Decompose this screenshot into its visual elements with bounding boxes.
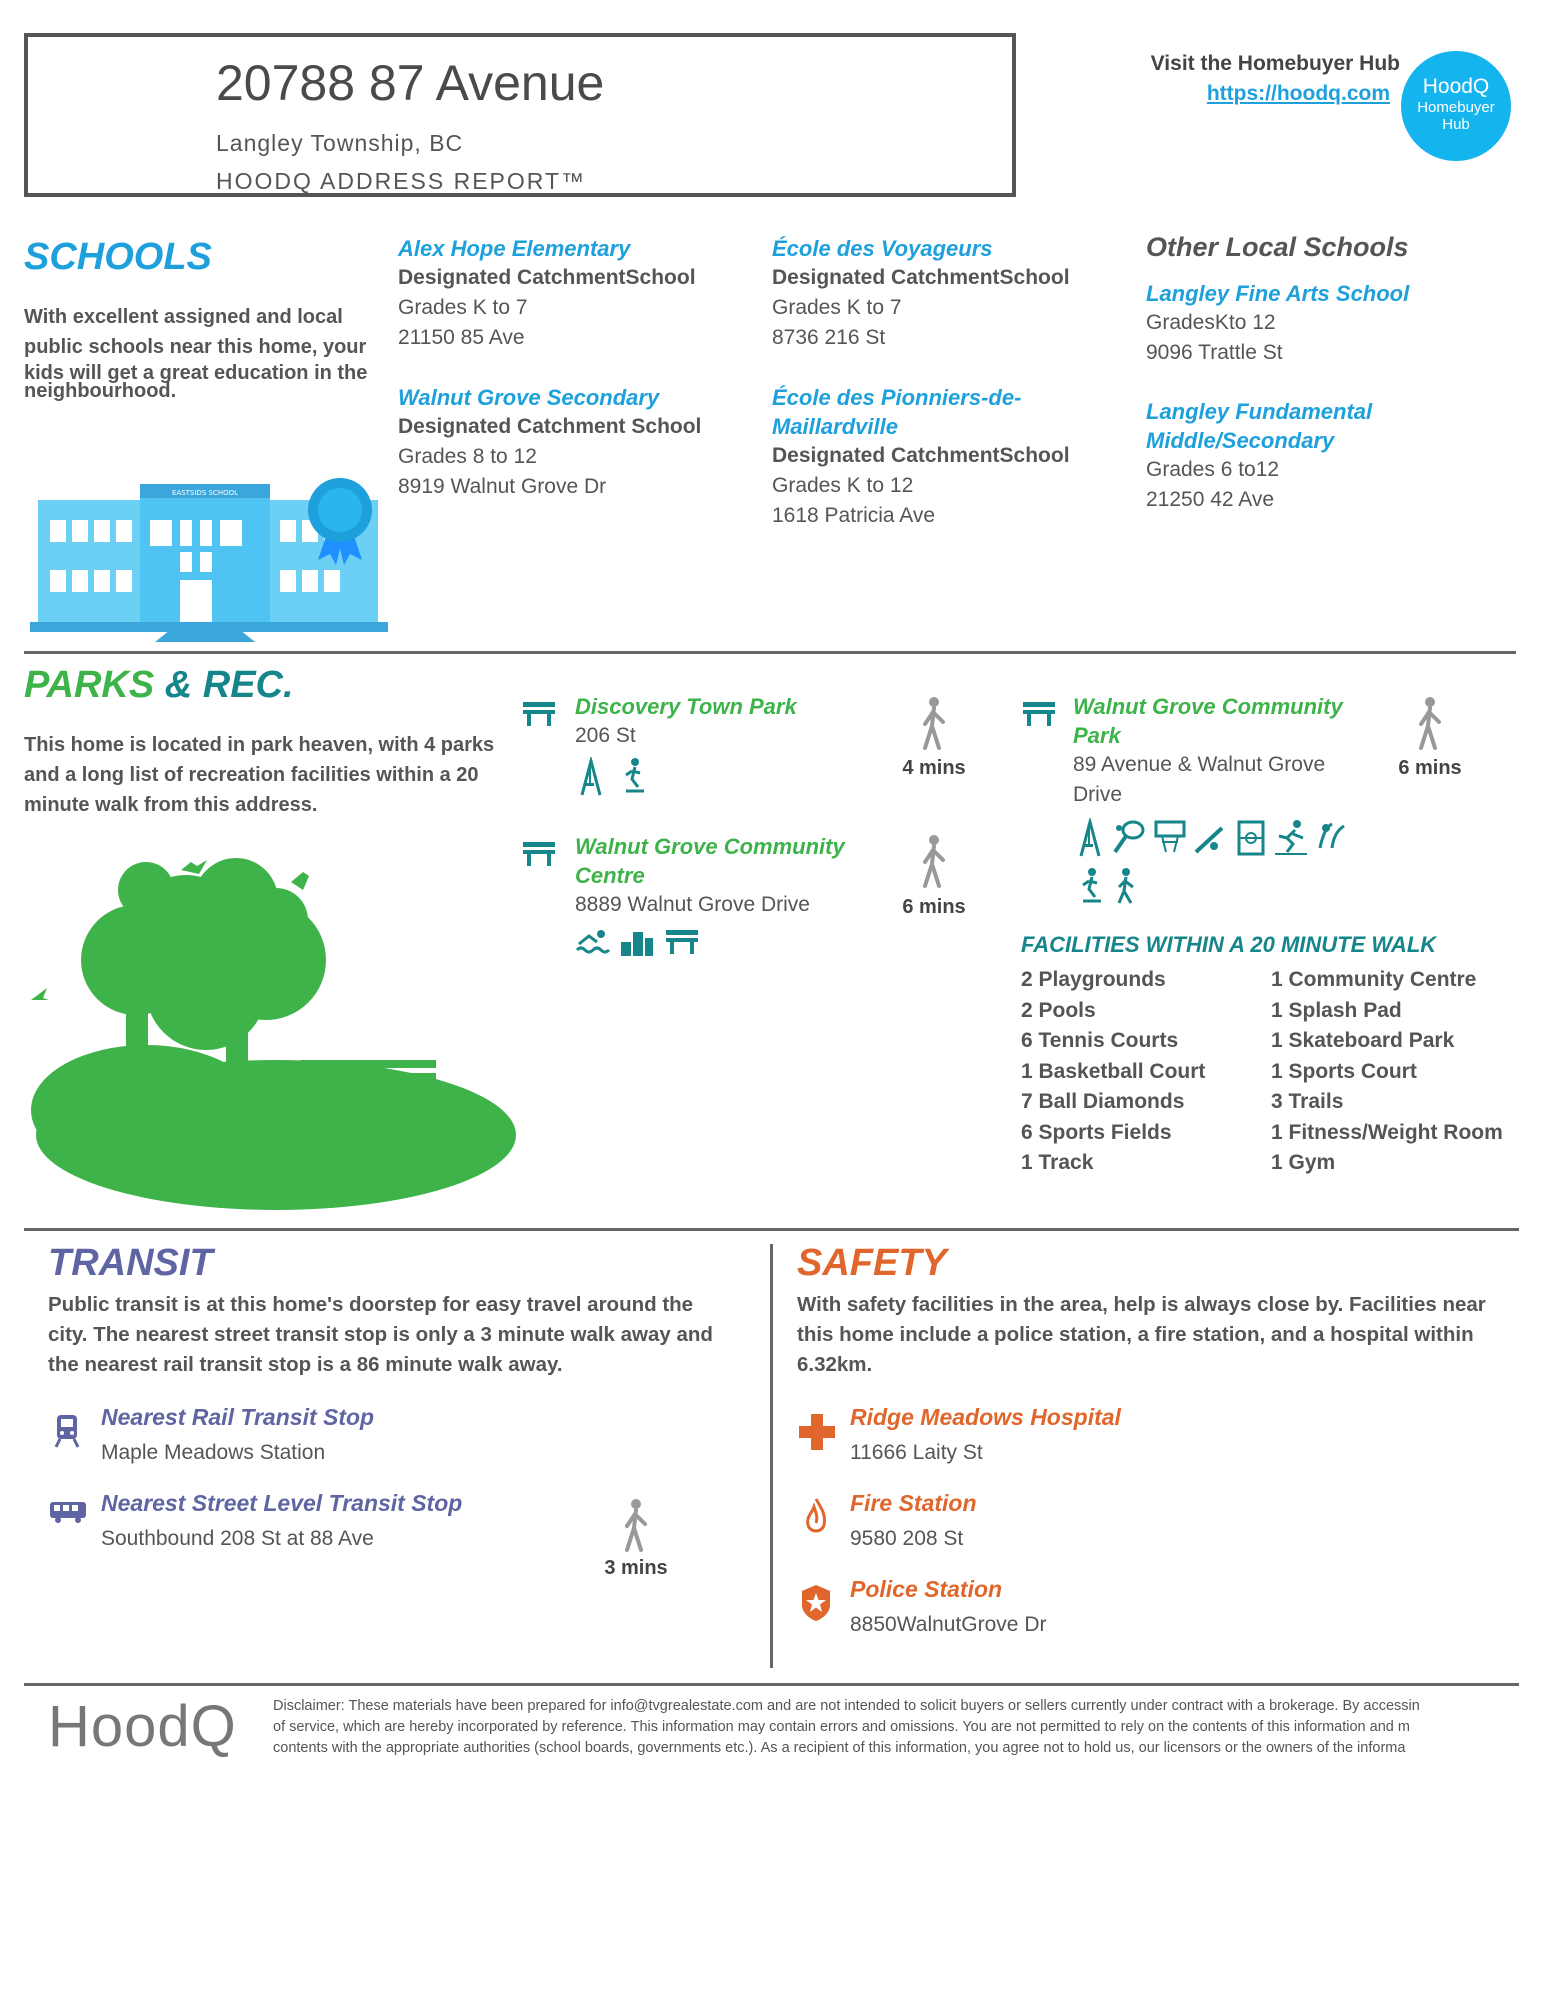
disclaimer-line: contents with the appropriate authorities (school boards, governments etc.). As a recipient of this information, you agree not to hold us, our licensors or the owners of the informa bbox=[273, 1740, 1406, 1756]
transit-intro-line: city. The nearest street transit stop is only a 3 minute walk away and bbox=[48, 1323, 713, 1346]
safety-card[interactable] bbox=[850, 1576, 1310, 1637]
walk-time: 3 mins bbox=[604, 1557, 668, 1579]
school-card[interactable] bbox=[1146, 279, 1506, 368]
walking-person-icon bbox=[619, 1498, 653, 1554]
school-card[interactable] bbox=[1146, 397, 1506, 515]
ball-diamond-icon bbox=[1192, 818, 1228, 858]
hub-link[interactable]: https://hoodq.com bbox=[1206, 82, 1390, 105]
school-address: 9096 Trattle St bbox=[1146, 341, 1283, 364]
school-name[interactable]: Langley Fundamental bbox=[1146, 399, 1373, 424]
disclaimer-line: of service, which are hereby incorporated by reference. This information may contain errors and omissions. You are not permitted to rely on the contents of this information and m bbox=[273, 1719, 1410, 1735]
rail-transit-card[interactable] bbox=[101, 1404, 701, 1465]
facilities-title: FACILITIES WITHIN A 20 MINUTE WALK bbox=[1021, 932, 1437, 957]
park-amenity-icons bbox=[1077, 818, 1397, 912]
section-divider bbox=[24, 1683, 1519, 1686]
park-name[interactable]: Walnut Grove Community bbox=[575, 834, 845, 859]
section-divider bbox=[24, 1228, 1519, 1231]
hospital-icon bbox=[797, 1412, 837, 1452]
park-name[interactable]: Centre bbox=[575, 863, 645, 888]
badge-line-1: HoodQ bbox=[1422, 75, 1490, 98]
parks-title bbox=[24, 664, 294, 707]
park-card[interactable] bbox=[575, 692, 905, 751]
park-address: 206 St bbox=[575, 724, 636, 747]
report-label: HOODQ ADDRESS REPORT™ bbox=[216, 168, 587, 194]
school-sign: EASTSIDS SCHOOL bbox=[171, 489, 239, 497]
parks-intro bbox=[24, 730, 544, 820]
park-amenity-icons bbox=[575, 928, 700, 963]
facility-item: 7 Ball Diamonds bbox=[1021, 1090, 1185, 1113]
facility-item: 1 Sports Court bbox=[1271, 1059, 1417, 1083]
police-badge-icon bbox=[800, 1583, 832, 1623]
park-name[interactable]: Park bbox=[1073, 723, 1121, 748]
splash-pad-icon bbox=[1314, 818, 1350, 858]
safety-intro bbox=[797, 1290, 1545, 1380]
street-transit-stop[interactable]: Southbound 208 St at 88 Ave bbox=[101, 1527, 374, 1550]
transit-intro bbox=[48, 1290, 778, 1380]
facility-item: 1 Gym bbox=[1271, 1151, 1336, 1174]
transit-intro-line: Public transit is at this home's doorstep for easy travel around the bbox=[48, 1293, 694, 1316]
bench-icon bbox=[1021, 700, 1057, 728]
pool-icon bbox=[575, 928, 611, 958]
parks-intro-line: This home is located in park heaven, with 4 parks bbox=[24, 734, 495, 756]
fire-icon bbox=[804, 1497, 828, 1537]
school-type: Designated CatchmentSchool bbox=[772, 444, 1070, 467]
bus-icon bbox=[48, 1500, 88, 1524]
street-transit-label: Nearest Street Level Transit Stop bbox=[101, 1490, 463, 1516]
school-address: 8736 216 St bbox=[772, 326, 886, 349]
facility-item: 1 Community Centre bbox=[1271, 968, 1477, 991]
skateboard-icon bbox=[620, 757, 650, 797]
playground-icon bbox=[1077, 818, 1107, 858]
school-card[interactable] bbox=[398, 383, 738, 502]
school-card[interactable] bbox=[772, 234, 1112, 353]
school-grades: Grades K to 7 bbox=[398, 296, 528, 319]
safety-intro-line: 6.32km. bbox=[797, 1353, 873, 1376]
facility-item: 3 Trails bbox=[1271, 1090, 1344, 1113]
facility-item: 6 Tennis Courts bbox=[1021, 1029, 1179, 1052]
disclaimer bbox=[273, 1696, 1545, 1759]
park-address: 89 Avenue & Walnut Grove bbox=[1073, 753, 1326, 776]
schools-intro bbox=[24, 302, 424, 406]
property-address: 20788 87 Avenue bbox=[216, 55, 605, 111]
skateboard-icon bbox=[1077, 867, 1107, 907]
walk-time: 6 mins bbox=[1398, 757, 1462, 779]
facility-item: 2 Pools bbox=[1021, 998, 1096, 1022]
school-grades: Grades K to 7 bbox=[772, 296, 902, 319]
park-card[interactable] bbox=[575, 832, 905, 920]
school-name[interactable]: Middle/Secondary bbox=[1146, 428, 1335, 453]
school-grades: GradesKto 12 bbox=[1146, 311, 1276, 334]
school-address: 1618 Patricia Ave bbox=[772, 504, 936, 527]
park-card[interactable] bbox=[1073, 692, 1403, 810]
facilities-list-left bbox=[1021, 965, 1261, 1179]
basketball-icon bbox=[1152, 818, 1188, 858]
park-name[interactable]: Walnut Grove Community bbox=[1073, 694, 1343, 719]
facility-item: 2 Playgrounds bbox=[1021, 968, 1166, 991]
school-type: Designated CatchmentSchool bbox=[398, 266, 696, 289]
school-address: 21250 42 Ave bbox=[1146, 488, 1275, 511]
schools-intro-line: public schools near this home, your bbox=[24, 336, 367, 358]
walk-time: 4 mins bbox=[902, 757, 966, 779]
badge-line-2: Homebuyer bbox=[1417, 99, 1495, 116]
train-icon bbox=[54, 1413, 80, 1449]
safety-facility-address: 8850WalnutGrove Dr bbox=[850, 1613, 1047, 1636]
safety-card[interactable] bbox=[850, 1404, 1310, 1465]
playground-icon bbox=[578, 757, 608, 797]
community-centre-icon bbox=[619, 928, 655, 958]
transit-title: TRANSIT bbox=[48, 1242, 213, 1284]
facility-item: 1 Fitness/Weight Room bbox=[1271, 1120, 1503, 1144]
park-address: Drive bbox=[1073, 783, 1123, 806]
safety-facility-name[interactable]: Ridge Meadows Hospital bbox=[850, 1404, 1121, 1430]
other-schools-title: Other Local Schools bbox=[1146, 232, 1409, 262]
school-type: Designated Catchment School bbox=[398, 415, 702, 438]
section-divider bbox=[24, 651, 1516, 654]
facilities-list-right bbox=[1271, 965, 1531, 1179]
badge-line-3: Hub bbox=[1442, 116, 1470, 133]
school-address: 8919 Walnut Grove Dr bbox=[398, 475, 607, 498]
safety-facility-name[interactable]: Fire Station bbox=[850, 1490, 977, 1516]
parks-intro-line: minute walk from this address. bbox=[24, 794, 318, 816]
bench-icon bbox=[521, 700, 557, 728]
tennis-icon bbox=[1111, 818, 1147, 858]
schools-intro-line: kids will get a great education in the bbox=[24, 362, 368, 384]
safety-facility-address: 9580 208 St bbox=[850, 1527, 964, 1550]
safety-intro-line: With safety facilities in the area, help is always close by. Facilities near bbox=[797, 1293, 1486, 1316]
hub-label: Visit the Homebuyer Hub bbox=[1150, 52, 1400, 75]
facility-item: 1 Track bbox=[1021, 1151, 1094, 1174]
schools-title: SCHOOLS bbox=[24, 236, 212, 278]
school-name[interactable]: École des Voyageurs bbox=[772, 236, 993, 261]
park-name[interactable]: Discovery Town Park bbox=[575, 694, 797, 719]
safety-facility-name[interactable]: Police Station bbox=[850, 1576, 1003, 1602]
park-illustration-icon bbox=[26, 850, 521, 1220]
school-building-icon bbox=[30, 470, 390, 645]
disclaimer-line: Disclaimer: These materials have been prepared for info@tvgrealestate.com and are not intended to solicit buyers or sellers currently under contract with a brokerage. By accessin bbox=[273, 1698, 1420, 1714]
property-city: Langley Township, BC bbox=[216, 130, 464, 156]
parks-intro-line: and a long list of recreation facilities within a 20 bbox=[24, 764, 479, 786]
schools-intro-line: With excellent assigned and local bbox=[24, 306, 343, 328]
school-name[interactable]: Walnut Grove Secondary bbox=[398, 385, 660, 410]
school-card[interactable] bbox=[398, 234, 738, 353]
rail-transit-label: Nearest Rail Transit Stop bbox=[101, 1404, 375, 1430]
walking-person-icon bbox=[1413, 696, 1447, 752]
facility-item: 6 Sports Fields bbox=[1021, 1120, 1172, 1144]
parks-title-part1: PARKS bbox=[24, 664, 155, 706]
walking-person-icon bbox=[917, 834, 951, 890]
facility-item: 1 Splash Pad bbox=[1271, 998, 1402, 1022]
sports-field-icon bbox=[1233, 818, 1269, 858]
rail-transit-stop[interactable]: Maple Meadows Station bbox=[101, 1441, 326, 1464]
walk-time: 6 mins bbox=[902, 896, 966, 918]
facility-item: 1 Skateboard Park bbox=[1271, 1029, 1455, 1052]
park-amenity-icons bbox=[578, 757, 650, 802]
transit-intro-line: the nearest rail transit stop is a 86 minute walk away. bbox=[48, 1353, 563, 1376]
bench-icon bbox=[521, 840, 557, 868]
safety-facility-address: 11666 Laity St bbox=[850, 1441, 983, 1464]
trail-icon bbox=[1111, 867, 1141, 907]
park-address: 8889 Walnut Grove Drive bbox=[575, 893, 810, 916]
facility-item: 1 Basketball Court bbox=[1021, 1059, 1206, 1083]
track-icon bbox=[1273, 818, 1309, 858]
hoodq-logo: HoodQ bbox=[48, 1694, 237, 1759]
bench-icon bbox=[664, 928, 700, 958]
school-name[interactable]: Alex Hope Elementary bbox=[398, 236, 631, 261]
school-name[interactable]: Maillardville bbox=[772, 414, 898, 439]
schools-intro-line: neighbourhood. bbox=[24, 380, 177, 402]
safety-title: SAFETY bbox=[797, 1242, 947, 1284]
parks-title-part2: & REC. bbox=[164, 664, 294, 706]
school-name[interactable]: École des Pionniers-de- bbox=[772, 385, 1022, 410]
school-grades: Grades 8 to 12 bbox=[398, 445, 537, 468]
walking-person-icon bbox=[917, 696, 951, 752]
street-transit-card[interactable] bbox=[101, 1490, 561, 1551]
school-address: 21150 85 Ave bbox=[398, 326, 525, 349]
school-name[interactable]: Langley Fine Arts School bbox=[1146, 281, 1410, 306]
school-grades: Grades K to 12 bbox=[772, 474, 914, 497]
school-card[interactable] bbox=[772, 383, 1112, 531]
homebuyer-hub-badge[interactable] bbox=[1401, 51, 1511, 161]
school-type: Designated CatchmentSchool bbox=[772, 266, 1070, 289]
safety-card[interactable] bbox=[850, 1490, 1310, 1551]
school-grades: Grades 6 to12 bbox=[1146, 458, 1280, 481]
safety-intro-line: this home include a police station, a fire station, and a hospital within bbox=[797, 1323, 1474, 1346]
